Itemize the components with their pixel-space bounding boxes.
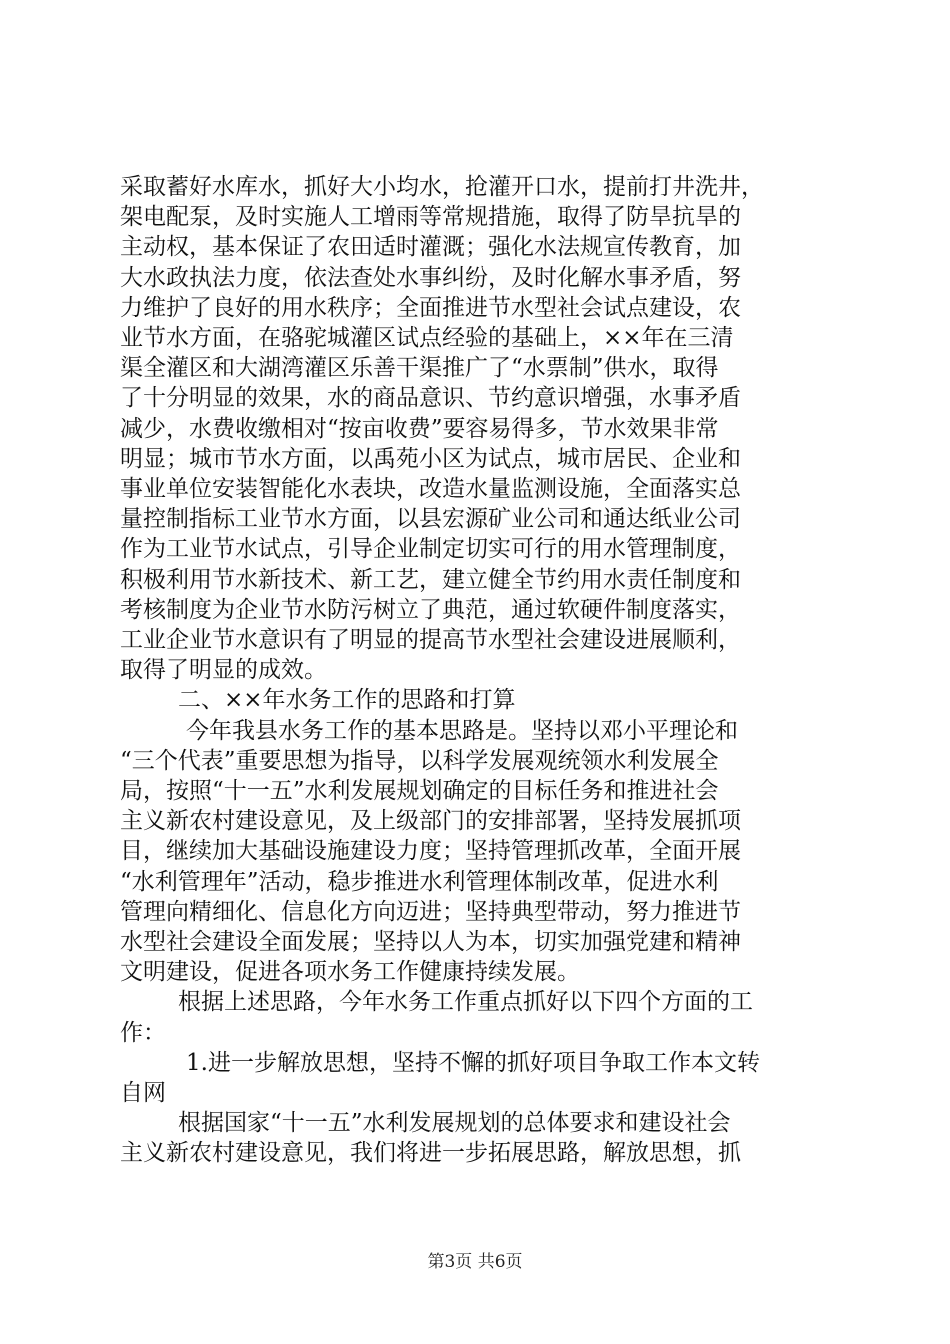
page-number: 第3页 共6页 bbox=[427, 1252, 523, 1272]
list-item-heading: 1.进一步解放思想，坚持不懈的抓好项目争取工作本文转 bbox=[186, 1049, 760, 1076]
text-line: 力维护了良好的用水秩序；全面推进节水型社会试点建设，农 bbox=[120, 294, 741, 321]
text-line: 积极利用节水新技术、新工艺，建立健全节约用水责任制度和 bbox=[120, 566, 741, 593]
text-line: 水型社会建设全面发展；坚持以人为本，切实加强党建和精神 bbox=[120, 929, 741, 955]
text-line: 作为工业节水试点，引导企业制定切实可行的用水管理制度， bbox=[120, 536, 741, 563]
text-line: 作： bbox=[120, 1019, 166, 1046]
text-line: 考核制度为企业节水防污树立了典范，通过软硬件制度落实， bbox=[120, 596, 741, 623]
section-heading: 二、××年水务工作的思路和打算 bbox=[178, 687, 516, 714]
text-line: 根据上述思路，今年水务工作重点抓好以下四个方面的工 bbox=[178, 989, 753, 1016]
text-line: “三个代表”重要思想为指导，以科学发展观统领水利发展全 bbox=[120, 747, 719, 774]
text-line: 主义新农村建设意见，及上级部门的安排部署，坚持发展抓项 bbox=[120, 808, 741, 835]
text-line: 渠全灌区和大湖湾灌区乐善干渠推广了“水票制”供水，取得 bbox=[120, 355, 719, 382]
text-line: 大水政执法力度，依法查处水事纠纷，及时化解水事矛盾，努 bbox=[120, 264, 741, 291]
text-line: 目，继续加大基础设施建设力度；坚持管理抓改革，全面开展 bbox=[120, 838, 741, 865]
text-line: 明显；城市节水方面，以禹苑小区为试点，城市居民、企业和 bbox=[120, 445, 741, 472]
text-line: 管理向精细化、信息化方向迈进；坚持典型带动，努力推进节 bbox=[120, 898, 741, 925]
text-line: 局，按照“十一五”水利发展规划确定的目标任务和推进社会 bbox=[120, 778, 719, 804]
text-line: 自网 bbox=[120, 1080, 166, 1106]
text-line: 主动权，基本保证了农田适时灌溉；强化水法规宣传教育，加 bbox=[120, 234, 741, 261]
text-line: “水利管理年”活动，稳步推进水利管理体制改革，促进水利 bbox=[120, 868, 719, 895]
text-line: 今年我县水务工作的基本思路是。坚持以邓小平理论和 bbox=[186, 717, 738, 744]
text-line: 采取蓄好水库水，抓好大小均水，抢灌开口水，提前打井洗井， bbox=[120, 174, 764, 200]
text-line: 业节水方面，在骆驼城灌区试点经验的基础上，××年在三清 bbox=[120, 325, 734, 351]
text-line: 主义新农村建设意见，我们将进一步拓展思路，解放思想，抓 bbox=[120, 1140, 741, 1167]
text-line: 工业企业节水意识有了明显的提高节水型社会建设进展顺利， bbox=[120, 627, 741, 653]
text-line: 事业单位安装智能化水表块，改造水量监测设施，全面落实总 bbox=[120, 476, 741, 502]
text-line: 减少，水费收缴相对“按亩收费”要容易得多，节水效果非常 bbox=[120, 415, 719, 442]
text-line: 根据国家“十一五”水利发展规划的总体要求和建设社会 bbox=[178, 1110, 731, 1137]
text-line: 文明建设，促进各项水务工作健康持续发展。 bbox=[120, 959, 580, 986]
text-line: 了十分明显的效果，水的商品意识、节约意识增强，水事矛盾 bbox=[120, 385, 741, 412]
text-line: 量控制指标工业节水方面，以县宏源矿业公司和通达纸业公司 bbox=[120, 506, 741, 533]
text-line: 取得了明显的成效。 bbox=[120, 657, 327, 684]
text-line: 架电配泵，及时实施人工增雨等常规措施，取得了防旱抗旱的 bbox=[120, 204, 741, 231]
